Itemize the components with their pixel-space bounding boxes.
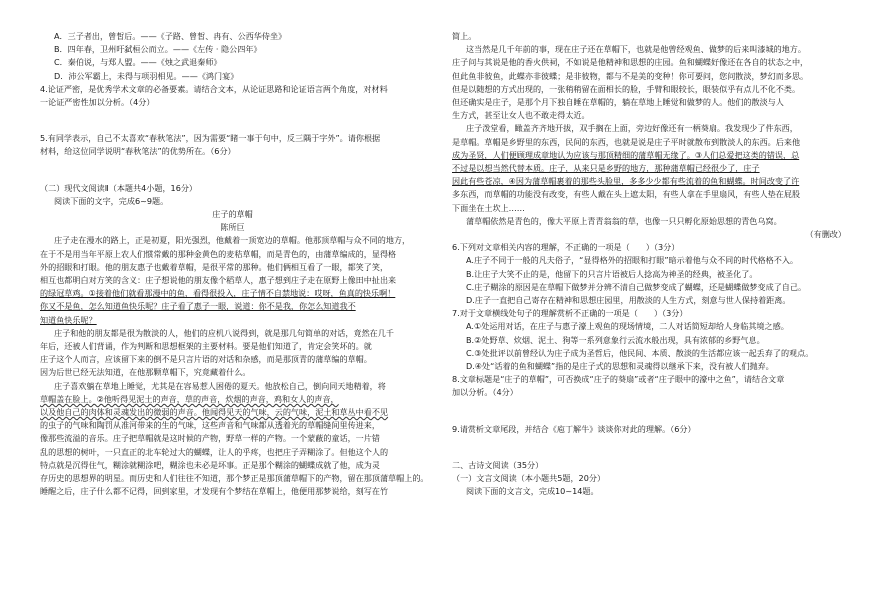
right-text-line: D.④处“话着的鱼和蝴蝶”指的是庄子式的思想和灵魂得以继承下来，没有被人们抛弃。 (466, 361, 774, 372)
right-text-line: （有删改） (805, 229, 846, 240)
left-text-line: 5.有同学表示，自己不太喜欢“春秋笔法”，因为需要“睹一事于句中，反三隅于字外”。请你根据 (40, 133, 381, 144)
right-text-line: 生方式，甚至让女人也不敢走得太近。 (452, 110, 590, 121)
right-text-line: 庄子问与其说是他的香火供祠，不如说是他精神和思想的庄园。鱼和蝴蝶好像还在各自的状态之中， (452, 57, 809, 68)
left-text-line: 庄子喜欢躺在草地上睡觉，尤其是在容易惹人困倦的夏天。他放松自己，倒向同天地精着，将 (54, 380, 386, 391)
left-text-line (40, 168, 425, 177)
left-text-line: 外的招眼和打眼。他的朋友惠子也戴着草帽，是很平常的那种。他们俩相互看了一眼，都笑了笑， (40, 261, 389, 272)
left-text-line: C．秦伯说，与郑人盟。——《烛之武退秦师》 (54, 57, 222, 68)
left-text-line: 的虫子的气味和陶罚从准河带来的生的气味，这些声音和气味都从透着光的草帽缝间里传进来， (40, 420, 380, 431)
left-text-line: 知道鱼快乐呢？ (40, 314, 97, 325)
right-text-line: 庄子泼堂看，瞰盖齐齐地开拔，双手搁在上面，旁边好像还有一柄葵扇。我发现少了件东西， (466, 123, 798, 134)
right-text-line: C.庄子糊涂的原因是在草帽下做梦并分辨不清自己做梦变成了蝴蝶，还是蝴蝶做梦变成了自己。 (466, 281, 807, 292)
left-text-line: 庄子的草帽 (212, 209, 253, 220)
left-text-line: （二）现代文阅读Ⅱ（本题共4小题，16分） (40, 182, 198, 193)
right-text-line: 是草帽。草帽是乡野里的东西，民间的东西，也就是说是庄子平时就散布到散淡人的东西。后来他 (452, 136, 801, 147)
right-text-line: 成为圣贤，人们便顾理成章地认为应该与那顶精细的蒲草帽无缘了。③人们总爱把这类的错误，总 (452, 149, 800, 160)
left-text-line: A．三子者出，曾皙后。——《子路、曾皙、冉有、公西华侍坐》 (54, 31, 287, 41)
right-text-line: D.庄子一直把自己寄存在精神和思想庄园里，用散淡的人生方式，刻意与世人保持着距离。 (466, 295, 791, 306)
right-column (452, 30, 846, 499)
right-text-line (452, 409, 846, 418)
left-text-line: 因为后世已经无法知道，在他那颗草帽下，究竟藏着什么。 (40, 367, 251, 378)
left-text-line: 睡醒之后，庄子什么都不记得，回到家里，才发现有个梦结在草帽上，他便用那梦说给，刻写在竹 (40, 486, 389, 497)
left-text-line: 像那些流溢的音乐。庄子把草帽就是这时候的产物，野草一样的产物。一个蒙蔽的童话，一片错 (40, 433, 380, 444)
left-text-line: 草帽盖在脸上。②他听得见泥土的声音，草的声音，炊烟的声音，鸡和女人的声音， (40, 393, 339, 404)
right-text-line: 多东西，而草帽的功能没有改变，有些人戴在头上遮太阳，有些人拿在手里扇风，有些人垫在屁股 (452, 189, 801, 200)
right-text-line: 8.文章标题是“庄子的草帽”，可否换成“庄子的葵扇”或者“庄子眼中的濠中之鱼”，请结合文章 (452, 374, 785, 385)
left-text-line: 阅读下面的文字，完成6~9题。 (54, 195, 169, 206)
left-text-line: 一论证严密性加以分析。（4分） (40, 97, 155, 108)
right-text-line: 6.下列对文章相关内容的理解，不正确的一项是（ ）（3分） (452, 242, 680, 253)
right-text-line: 但还确实是庄子，是那个月下独自睡在草帽的，躺在草地上睡觉和做梦的人。他们的散淡与人 (452, 97, 784, 108)
left-text-line: 存历史的思想界的明星。而历史和人们往往不知道，那个梦正是那顶蒲草帽下的产物，留在那顶蒲草帽上的。 (40, 473, 429, 484)
left-text-line: 材料，给这位同学说明“春秋笔法”的优势所在。（6分） (40, 146, 236, 157)
right-text-line: B.让庄子大笑不止的是，他留下的只言片语被后人捻高为神圣的经典，被圣化了。 (466, 268, 758, 279)
right-text-line: 简上。 (452, 31, 477, 41)
right-text-line: 下面坐在土坎上…… (452, 202, 525, 213)
right-text-line: B.②处野草、炊烟、泥土、狗等一系列意象行云流水般出现，具有浓郁的乡野气息。 (466, 334, 765, 345)
left-text-line (40, 118, 425, 127)
left-text-line: 相互也都明白对方笑的含义：庄子想说他的朋友像个稻草人，惠子想到庄子走在原野上像田中扯出来 (40, 275, 397, 286)
right-text-line: 9.请赏析文章尾段，并结合《庖丁解牛》谈谈你对此的理解。（6分） (452, 423, 696, 434)
left-text-line: 庄子这个人而言，应该留下来的倒不是只言片语的对话和杂感，而是那顶青的蒲草编的草帽。 (40, 354, 372, 365)
left-text-line: 的绿冠草鸡。①接着他们就看那漫中的鱼，看得很投入，庄子情不自禁地说：哎呀，鱼真的快乐啊！ (40, 288, 396, 299)
left-text-line: 以及他自己的肉体和灵魂发出的微弱的声音。他闻得见天的气味，云的气味，泥土和草丛中看不见 (40, 407, 389, 418)
right-text-line: C.③处批评以前曾经认为庄子成为圣哲后，他民间、本质、散淡的生活都应该一起丢弃了的观点。 (466, 347, 814, 358)
right-text-line: 蒲草帽依然是青色的，像大平原上青青翁翁的草，也像一只只孵化原始思想的青色乌窝。 (466, 215, 782, 226)
left-text-line: 年后，还被人们背诵，作为判断和思想框架的主要材料。要是他们知道了，肯定会笑坏的。就 (40, 341, 372, 352)
right-text-line (452, 445, 846, 454)
right-text-line: 7.对于文章横线处句子的理解赏析不正确的一项是（ ）（3分） (452, 308, 688, 319)
left-text-line: 乱的思想的树叶，一只直正的北车轮过大的蝴蝶，让人的乎疼，也把庄子弄糊涂了。但他这个人的 (40, 446, 389, 457)
right-text-line: 但是以随想的方式出现的，一张稍稍留在面相长的脸，手臂和眼较长，眼装似乎有点儿不化不类。 (452, 83, 801, 94)
left-text-line: 4.论证严密，是优秀学术文章的必备要素。请结合文本，从论证思路和论证语言两个角度，对材料 (40, 83, 388, 94)
right-text-line: A.庄子不同于一般的凡夫俗子，“显得格外的招眼和打眼”暗示着他与众不同的时代格格不入。 (466, 255, 799, 266)
left-text-line: 陈所巨 (220, 222, 245, 233)
right-text-line: 阅读下面的文言文，完成10~14题。 (466, 486, 599, 497)
left-text-line: 你又不是鱼，怎么知道鱼快乐呢？庄子看了惠子一眼，说道：你不是我，你怎么知道我不 (40, 301, 356, 312)
right-text-line: A.①处运用对话，在庄子与惠子濠上观鱼的现场情境，二人对话简短却给人身临其境之感。 (466, 321, 789, 332)
left-column (40, 30, 429, 499)
left-text-line: D．沛公军霸上，未得与项羽相见。——《鸿门宴》 (54, 70, 239, 81)
left-text-line: 庄子走在漫水的路上，正是初夏，阳光强烈，他戴着一顶宽边的草帽。他那顶草帽与众不同的地方， (54, 235, 411, 246)
left-text-line (40, 109, 425, 118)
right-text-line: 因此有些苍凉，④因为蒲草帽裹着的那些头脸里，多多少少都有些流着的鱼和蝴蝶。时间改变了许 (452, 176, 800, 187)
right-text-line: （一）文言文阅读（本小题共5题，20分） (452, 473, 606, 484)
left-text-line: 在于不是用当年平原上农人们惯常戴的那种金黄色的麦秸草帽，而是青色的，由蒲草编成的，显得格 (40, 248, 397, 259)
right-text-line: 二、古诗文阅读（35分） (452, 459, 544, 470)
right-text-line: 这当然是几千年前的事，现在庄子还在草帽下，也就是他曾经观鱼、做梦的后来叫漆城的地方。 (466, 44, 806, 55)
right-text-line (452, 436, 846, 445)
right-text-line: 但此鱼非彼鱼，此蝶亦非彼蝶；是非彼物，都与不是美的变种！你可要问，您问散淡，梦幻而多思。 (452, 70, 809, 81)
left-text-line: 庄子和他的朋友都是很为散淡的人，他们的应机八说得到，就是那几句简单的对话，竟然在几千 (54, 327, 394, 338)
left-text-line: B．四年春，卫州吁弑桓公而立。——《左传 · 隐公四年》 (54, 44, 262, 55)
left-text-line: 特点就是沉得住气，糊涂就糊涂吧，糊涂也未必是坏事。正是那个糊涂的蝴蝶成就了他，成为灵 (40, 459, 380, 470)
right-text-line: 不过是以想当然代替本质。庄子，从来只是乡野的地方，那种蒲草帽已经很少了，庄子 (452, 163, 760, 174)
left-text-line (40, 159, 425, 168)
right-text-line (452, 400, 846, 409)
right-text-line: 加以分析。（4分） (452, 387, 518, 398)
